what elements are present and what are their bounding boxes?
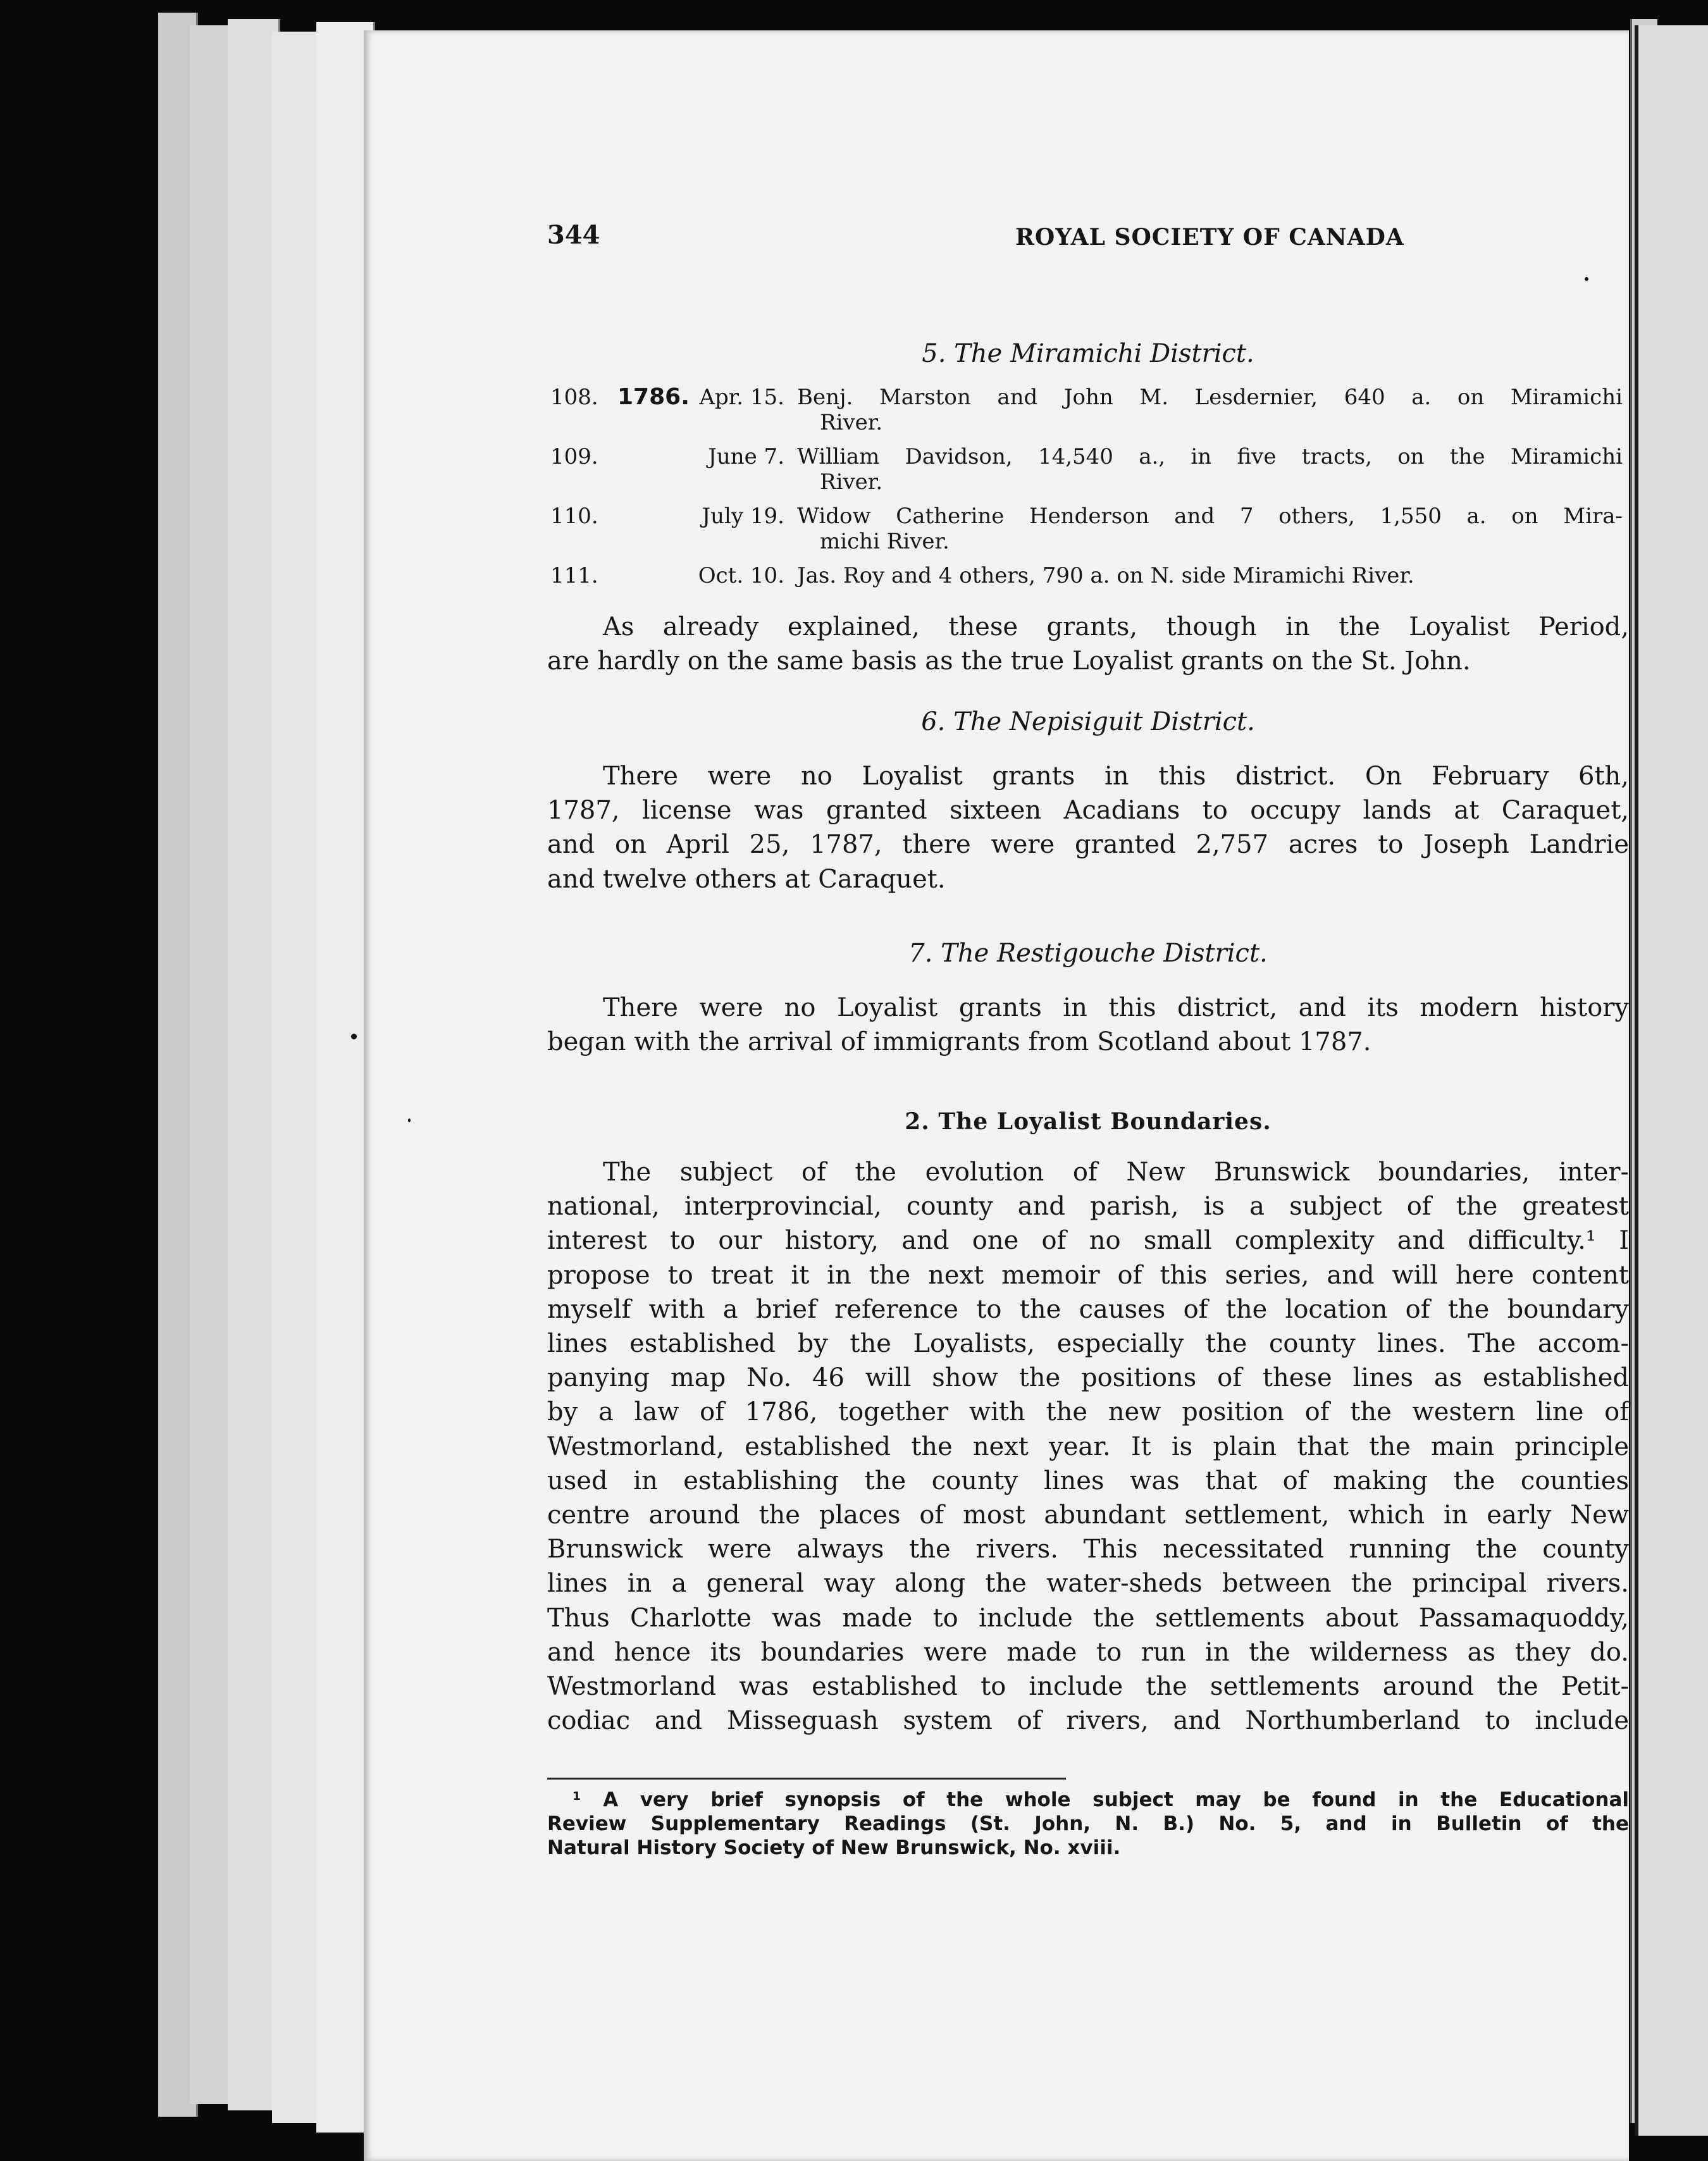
text-line: Brunswick were always the rivers. This necessitated running the county	[547, 1535, 1629, 1564]
running-title: ROYAL SOCIETY OF CANADA	[1015, 224, 1404, 251]
text-line: centre around the places of most abundant settlement, which in early New	[547, 1501, 1629, 1530]
grant-text-line: Benj. Marston and John M. Lesdernier, 640 a. on Miramichi	[797, 385, 1623, 410]
text-line: 1787, license was granted sixteen Acadians to occupy lands at Caraquet,	[547, 796, 1629, 826]
grant-number: 108.	[550, 385, 598, 410]
page-number: 344	[547, 220, 600, 250]
text-line: codiac and Misseguash system of rivers, and Northumberland to include	[547, 1706, 1629, 1736]
grant-text-line: Jas. Roy and 4 others, 790 a. on N. side Miramichi River.	[797, 563, 1414, 588]
grant-date: July 19.	[702, 504, 784, 529]
text-line: by a law of 1786, together with the new position of the western line of	[547, 1397, 1629, 1427]
text-line: lines in a general way along the water-sheds between the principal rivers.	[547, 1569, 1629, 1599]
grant-year: 1786.	[617, 384, 690, 410]
book-page	[364, 30, 1629, 2161]
paragraph-nepisiguit	[547, 759, 1629, 896]
text-line: propose to treat it in the next memoir of this series, and will here content	[547, 1260, 1629, 1290]
text-line: There were no Loyalist grants in this district. On February 6th,	[603, 762, 1629, 791]
grant-text-line: Widow Catherine Henderson and 7 others, 1,550 a. on Mira-	[797, 504, 1623, 529]
text-line: began with the arrival of immigrants from Scotland about 1787.	[547, 1027, 1371, 1057]
paragraph-boundaries	[547, 1155, 1629, 1738]
text-line: lines established by the Loyalists, especially the county lines. The accom-	[547, 1329, 1629, 1359]
grant-number: 111.	[550, 563, 598, 588]
footnote-line: Review Supplementary Readings (St. John, N. B.) No. 5, and in Bulletin of the	[547, 1812, 1629, 1835]
footnote-rule	[547, 1778, 1066, 1780]
text-line: The subject of the evolution of New Brunswick boundaries, inter-	[603, 1158, 1629, 1187]
grant-date: Oct. 10.	[698, 563, 784, 588]
text-line: are hardly on the same basis as the true Loyalist grants on the St. John.	[547, 647, 1471, 676]
grant-text	[797, 385, 1623, 435]
grant-text-line: William Davidson, 14,540 a., in five tracts, on the Miramichi	[797, 444, 1623, 469]
text-line: As already explained, these grants, though in the Loyalist Period,	[603, 612, 1629, 641]
footnote	[547, 1788, 1629, 1860]
text-line: Westmorland, established the next year. It is plain that the main principle	[547, 1432, 1629, 1461]
running-header	[547, 220, 1616, 258]
ink-speck	[408, 1118, 411, 1122]
grant-text	[797, 563, 1623, 588]
footnote-line: Natural History Society of New Brunswick, No. xviii.	[547, 1836, 1121, 1859]
grant-text-line: River.	[820, 410, 883, 435]
text-line: used in establishing the county lines was that of making the counties	[547, 1466, 1629, 1495]
ink-speck	[1585, 277, 1588, 281]
text-line: panying map No. 46 will show the positions of these lines as established	[547, 1363, 1629, 1393]
paragraph-restigouche	[547, 991, 1629, 1059]
ink-speck	[351, 1034, 357, 1039]
grant-number: 109.	[550, 444, 598, 469]
text-line: There were no Loyalist grants in this district, and its modern history	[603, 993, 1629, 1022]
section-heading-nepisiguit: 6. The Nepisiguit District.	[921, 707, 1255, 736]
text-line: interest to our history, and one of no small complexity and difficulty.¹ I	[547, 1226, 1629, 1256]
grant-text	[797, 444, 1623, 495]
grant-date: Apr. 15.	[699, 385, 784, 410]
chapter-heading-boundaries: 2. The Loyalist Boundaries.	[905, 1108, 1272, 1135]
section-heading-restigouche: 7. The Restigouche District.	[908, 939, 1268, 968]
grant-text-line: River.	[820, 469, 883, 495]
grant-date: June 7.	[708, 444, 784, 469]
text-line: national, interprovincial, county and parish, is a subject of the greatest	[547, 1192, 1629, 1222]
page-edge	[1635, 25, 1708, 2136]
grant-text-line: michi River.	[820, 529, 950, 554]
text-line: and hence its boundaries were made to run in the wilderness as they do.	[547, 1637, 1629, 1667]
text-line: Thus Charlotte was made to include the settlements about Passamaquoddy,	[547, 1603, 1629, 1633]
section-heading-miramichi: 5. The Miramichi District.	[922, 339, 1254, 368]
grant-number: 110.	[550, 504, 598, 529]
text-line: and twelve others at Caraquet.	[547, 864, 946, 894]
text-line: myself with a brief reference to the causes of the location of the boundary	[547, 1294, 1629, 1324]
paragraph-miramichi-note	[547, 610, 1629, 678]
text-line: and on April 25, 1787, there were granted 2,757 acres to Joseph Landrie	[547, 830, 1629, 860]
grant-text	[797, 504, 1623, 554]
text-line: Westmorland was established to include the settlements around the Petit-	[547, 1672, 1629, 1702]
footnote-line: ¹ A very brief synopsis of the whole subject may be found in the Educational	[572, 1788, 1629, 1811]
